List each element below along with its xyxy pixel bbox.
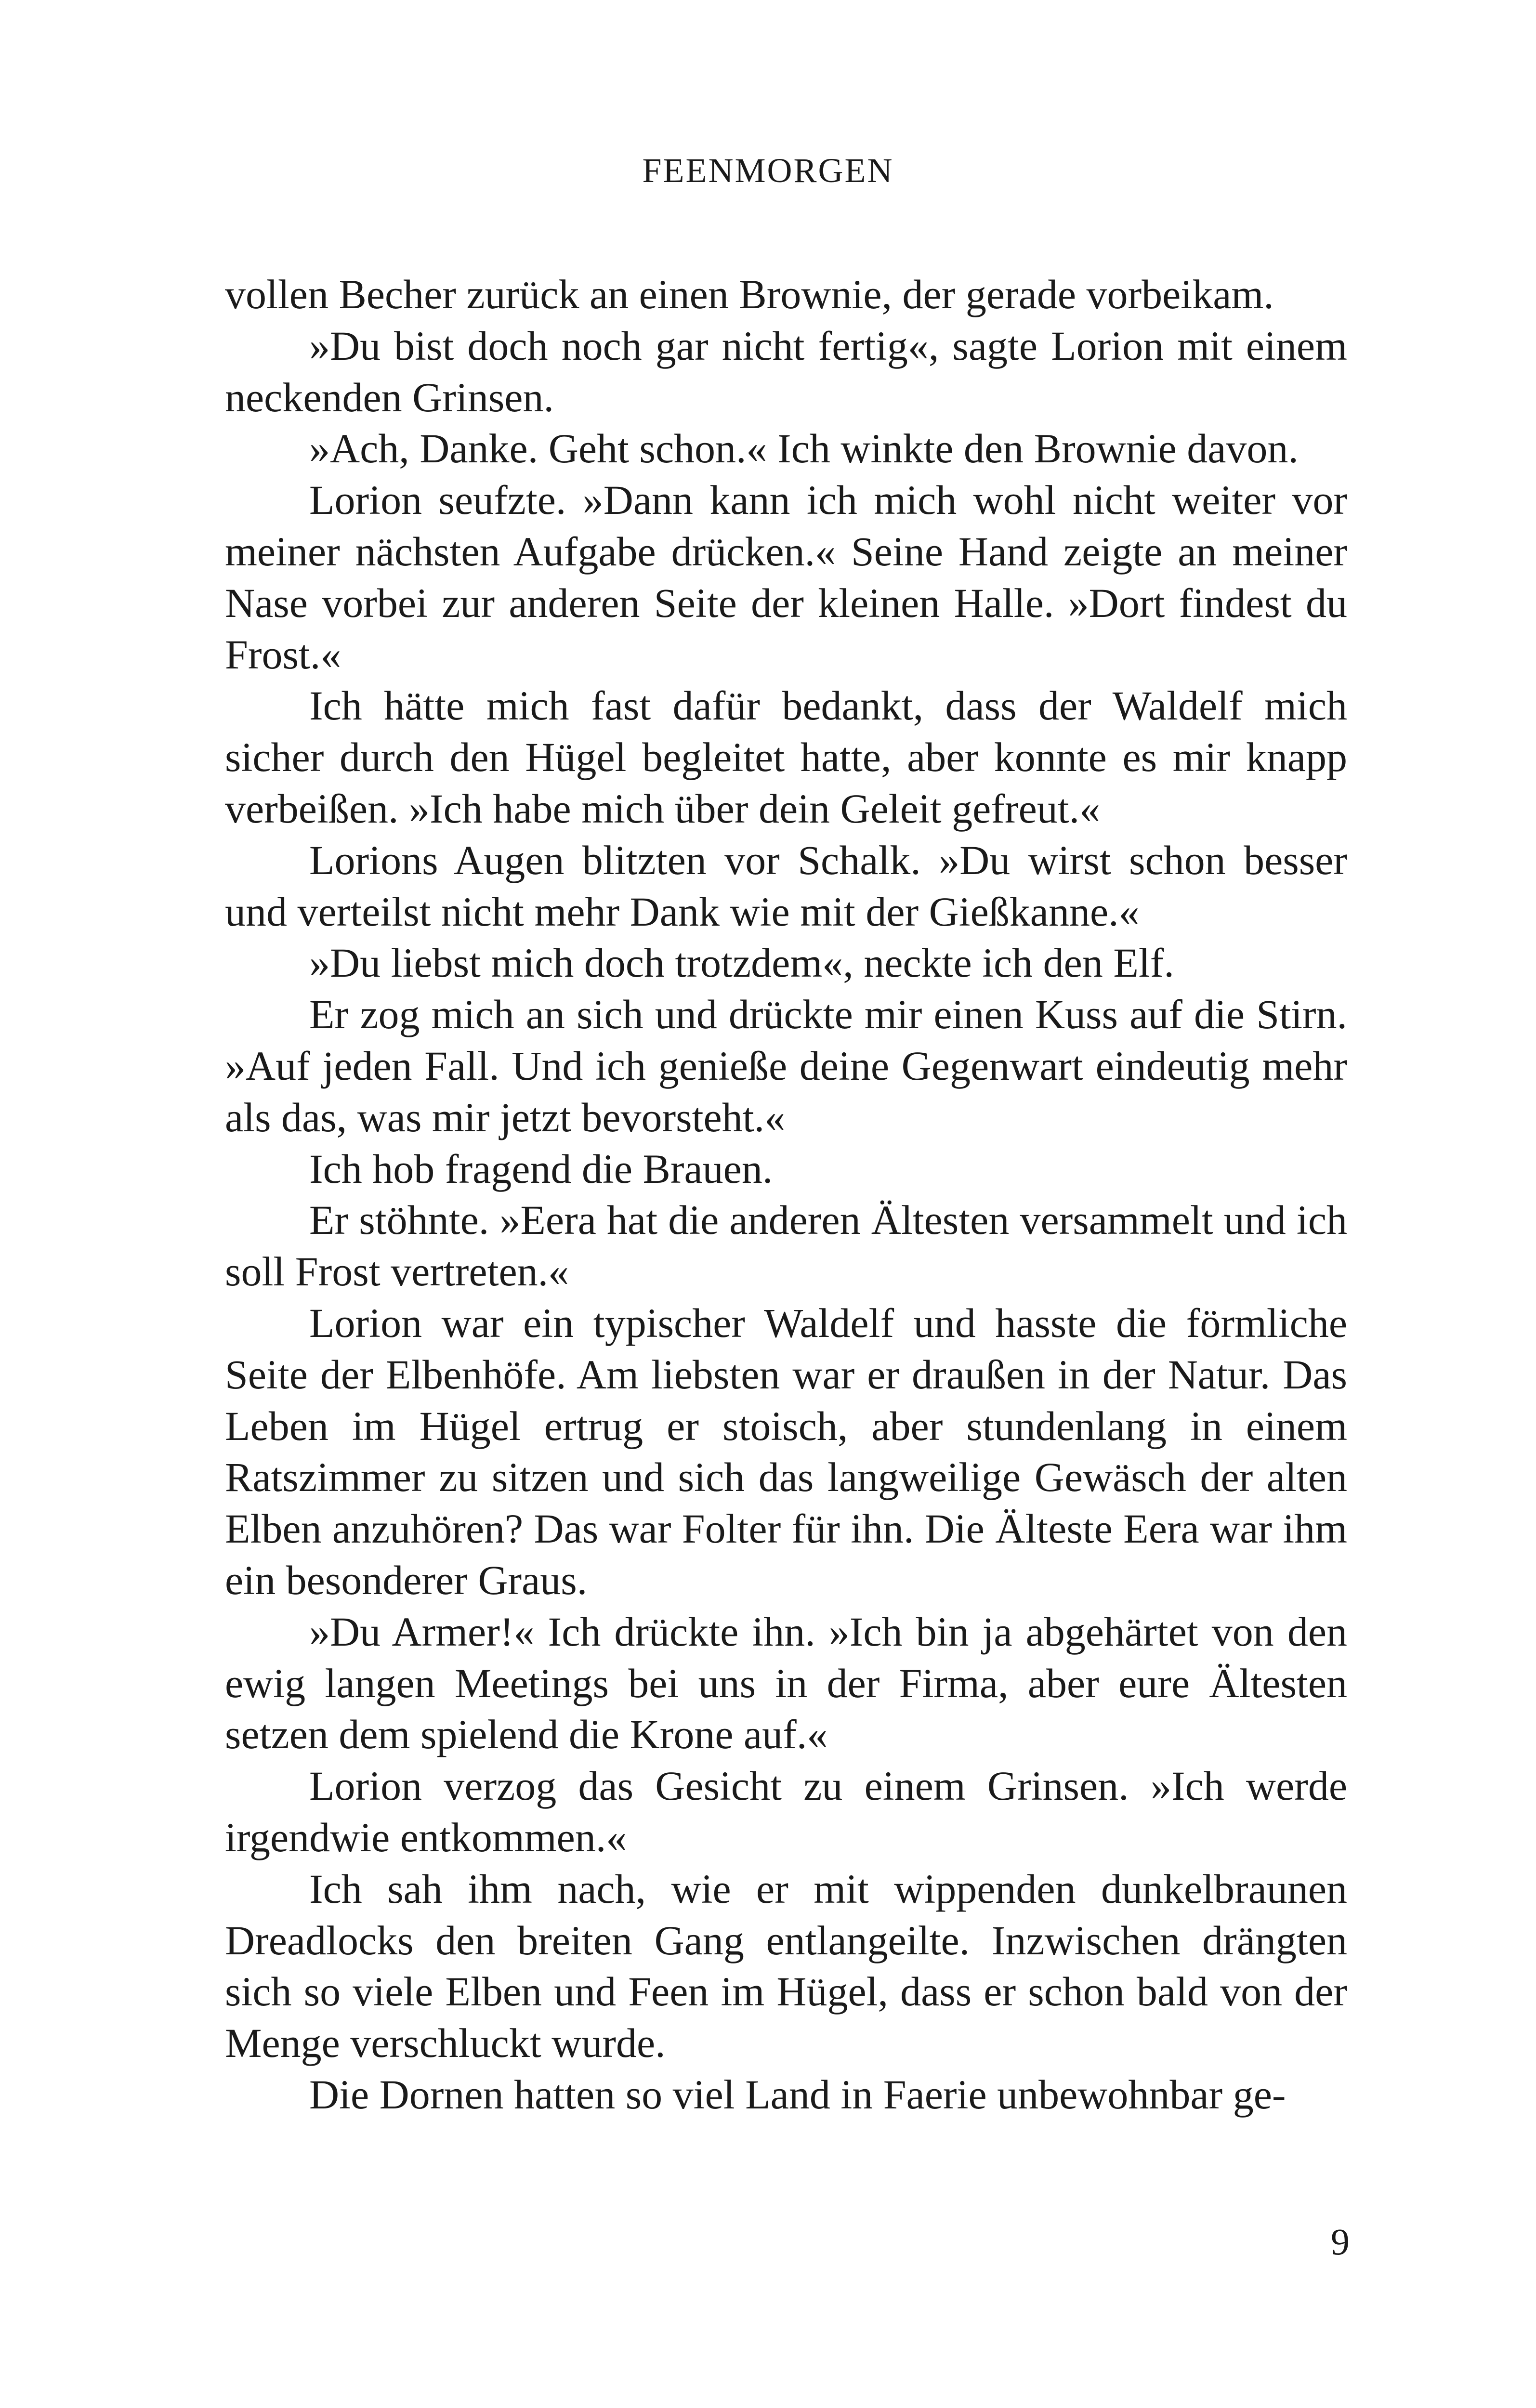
paragraph-4: Lorion seufzte. »Dann kann ich mich wohl nicht weiter vor meiner nächsten Aufgabe drücken.« Seine Hand zeigte an meiner Nase vorbei zur anderen Seite der kleinen Halle. »Dort findest du Frost.« (225, 477, 1347, 678)
paragraph-5: Ich hätte mich fast dafür bedankt, dass der Waldelf mich sicher durch den Hügel begleitet hatte, aber konnte es mir knapp verbeißen. »Ich habe mich über dein Geleit gefreut.« (225, 682, 1347, 832)
page-number: 9 (1331, 2221, 1350, 2263)
paragraph-13: Lorion verzog das Gesicht zu einem Grinsen. »Ich werde irgendwie entkommen.« (225, 1763, 1347, 1860)
paragraph-15: Die Dornen hatten so viel Land in Faerie unbewohnbar ge- (309, 2071, 1286, 2118)
paragraph-6: Lorions Augen blitzten vor Schalk. »Du wirst schon besser und verteilst nicht mehr Dank wie mit der Gießkanne.« (225, 837, 1347, 935)
paragraph-3: »Ach, Danke. Geht schon.« Ich winkte den Brownie davon. (309, 425, 1299, 472)
paragraph-12: »Du Armer!« Ich drückte ihn. »Ich bin ja abgehärtet von den ewig langen Meetings bei uns in der Firma, aber eure Ältesten setzen dem spielend die Krone auf.« (225, 1608, 1347, 1758)
paragraph-9: Ich hob fragend die Brauen. (309, 1145, 773, 1192)
paragraph-7: »Du liebst mich doch trotzdem«, neckte ich den Elf. (309, 940, 1174, 986)
paragraph-11: Lorion war ein typischer Waldelf und hasste die förmliche Seite der Elbenhöfe. Am liebsten war er draußen in der Natur. Das Leben im Hügel ertrug er stoisch, aber stundenlang in einem Ratszimmer zu sitzen und sich das langweilige Gewäsch der alten Elben anzuhören? Das war Folter für ihn. Die Älteste Eera war ihm ein besonderer Graus. (225, 1299, 1347, 1603)
paragraph-8: Er zog mich an sich und drückte mir einen Kuss auf die Stirn. »Auf jeden Fall. Und ich genieße deine Gegenwart eindeutig mehr als das, was mir jetzt bevorsteht.« (225, 991, 1347, 1140)
paragraph-10: Er stöhnte. »Eera hat die anderen Ältesten versammelt und ich soll Frost vertreten.« (225, 1197, 1347, 1295)
paragraph-1: vollen Becher zurück an einen Brownie, der gerade vorbeikam. (225, 271, 1274, 317)
body-text (225, 269, 1347, 2120)
paragraph-14: Ich sah ihm nach, wie er mit wippenden dunkelbraunen Dreadlocks den breiten Gang entlangeilte. Inzwischen drängten sich so viele Elben und Feen im Hügel, dass er schon bald von der Menge verschluckt wurde. (225, 1865, 1347, 2067)
running-head: FEENMORGEN (642, 151, 894, 190)
paragraph-2: »Du bist doch noch gar nicht fertig«, sagte Lorion mit einem neckenden Grinsen. (225, 322, 1347, 420)
